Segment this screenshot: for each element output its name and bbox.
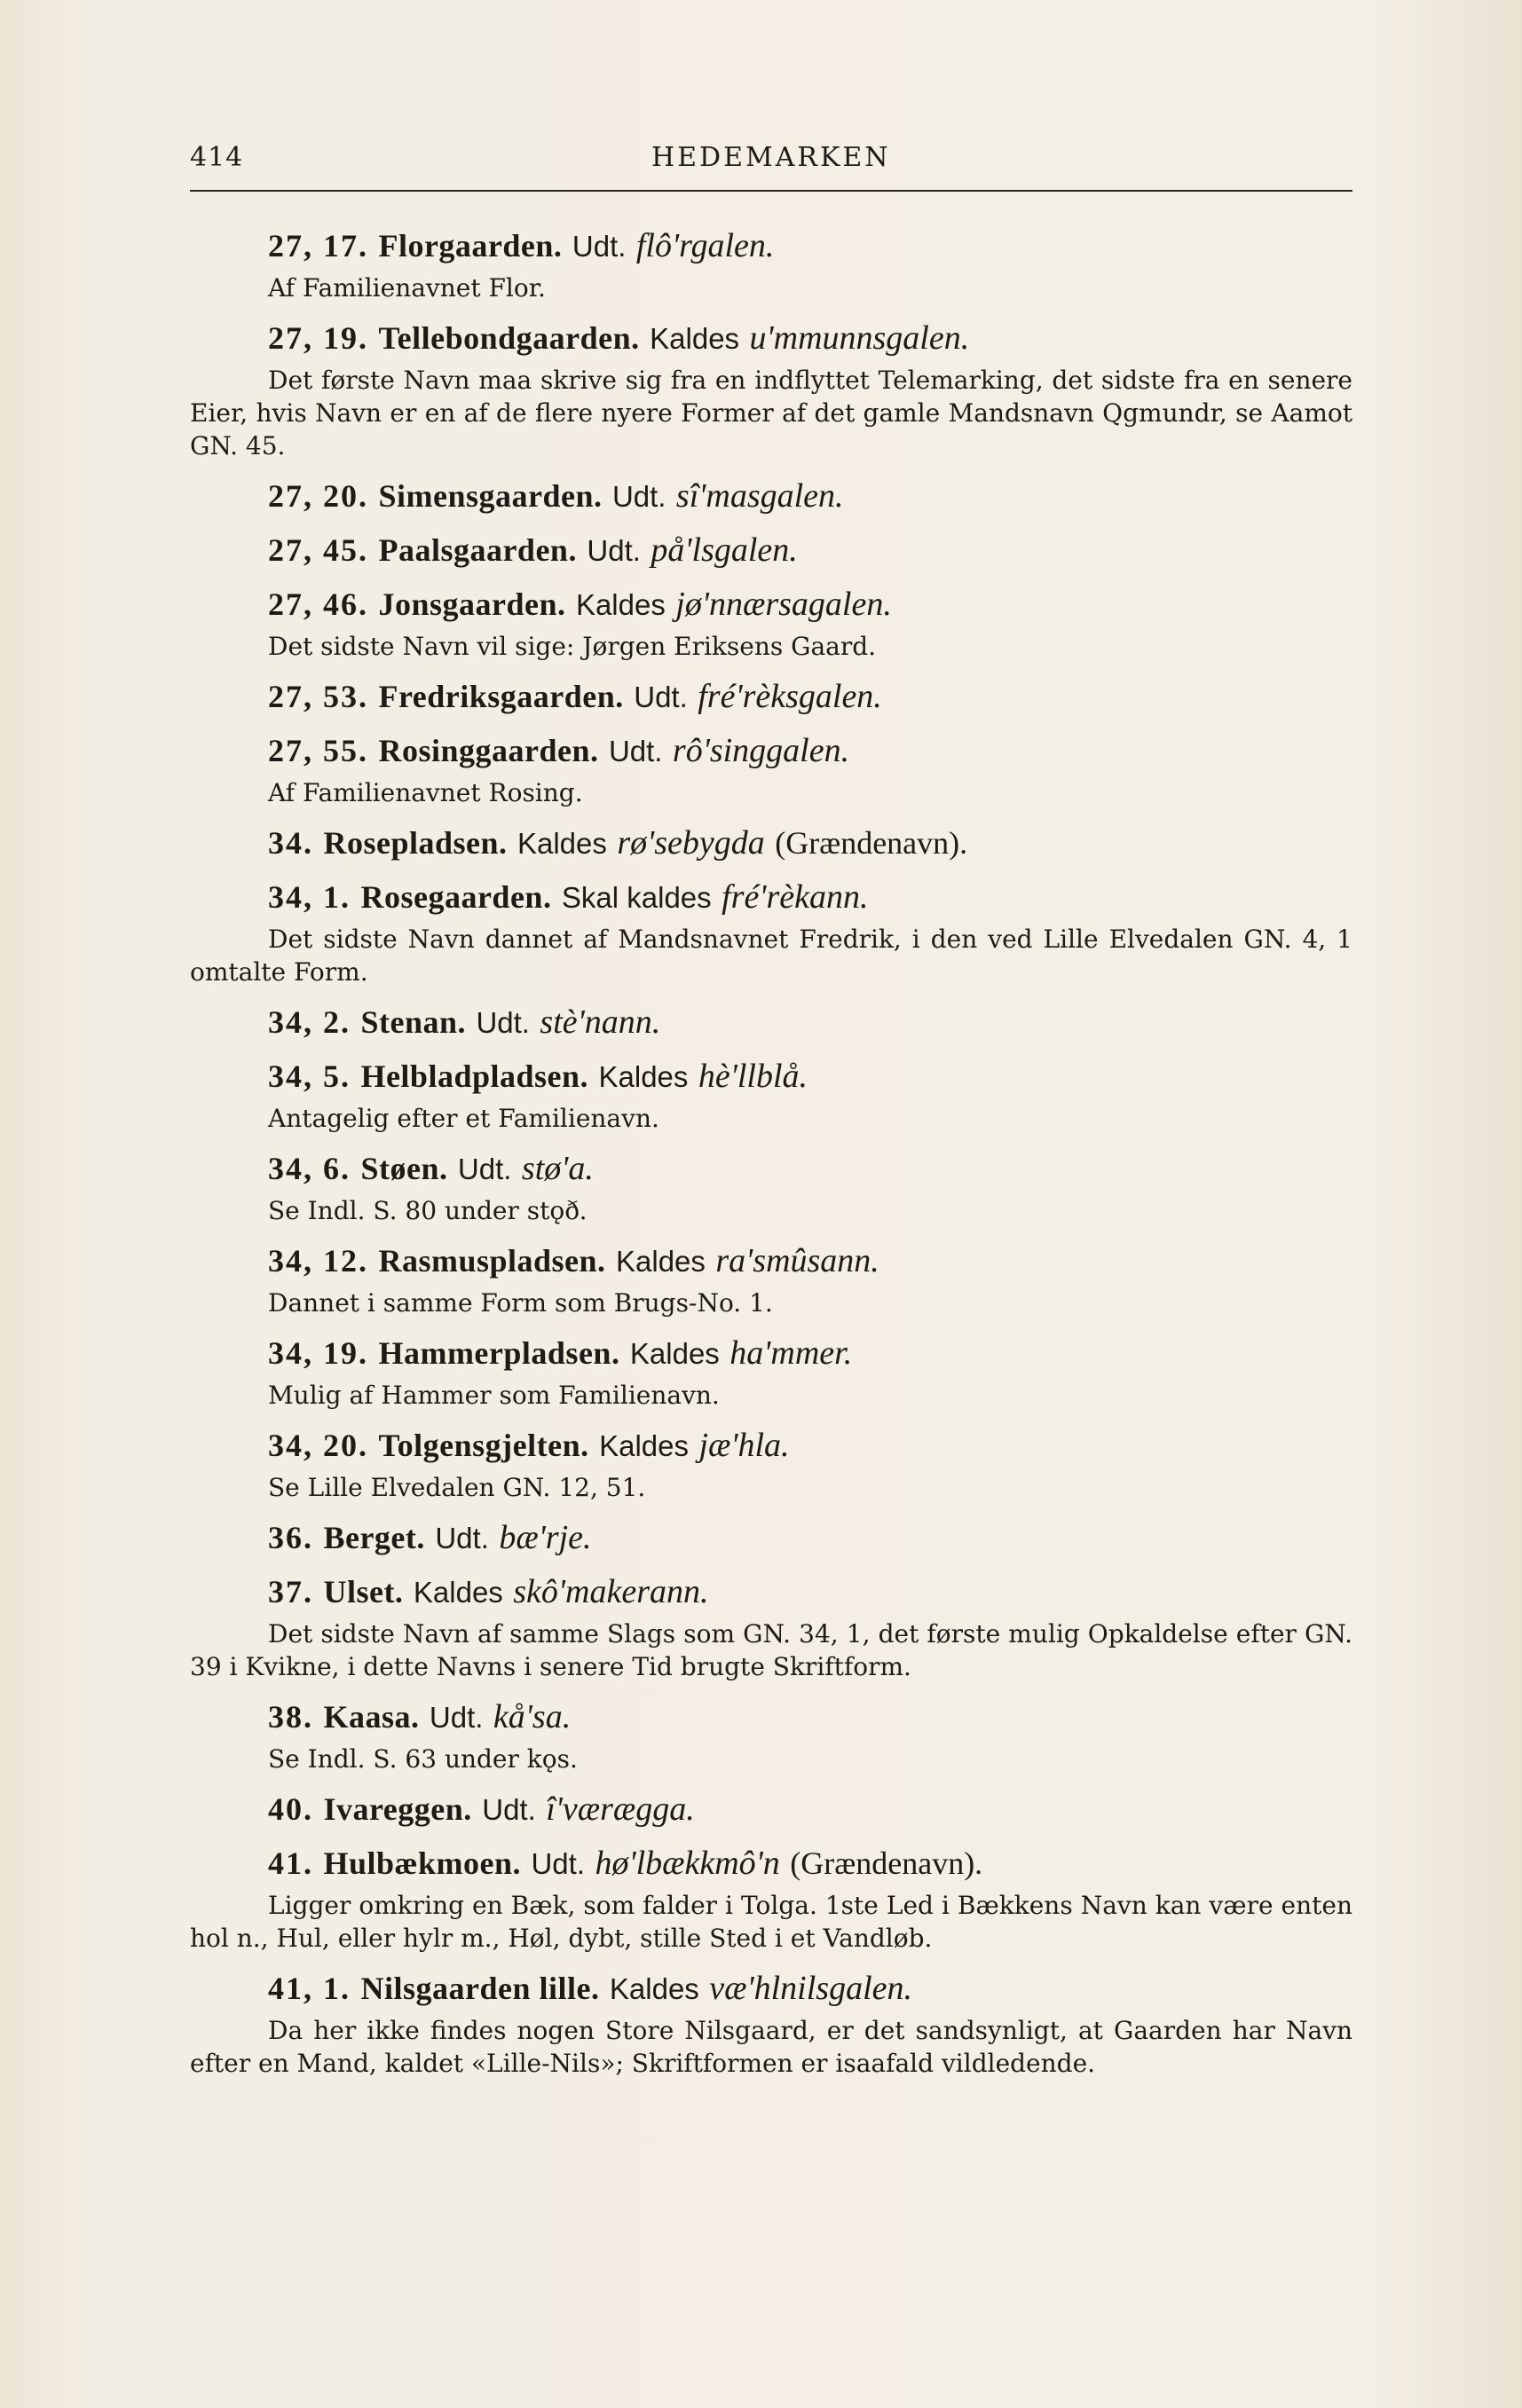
entry-heading [190,677,1352,717]
pronunciation-verb: Udt. [531,1847,585,1880]
entry-heading [190,531,1352,571]
entry-number: 34, 12. [268,1243,368,1279]
entry-number: 34, 5. [268,1058,351,1094]
entry-heading [190,823,1352,863]
farm-name: Simensgaarden. [378,478,603,514]
entry [190,1572,1352,1683]
entry-note: Se Indl. S. 63 under kǫs. [268,1744,578,1774]
entry-number: 34, 20. [268,1428,368,1463]
entry-heading [190,1334,1352,1373]
pronunciation-verb: Kaldes [599,1429,689,1462]
entry-number: 41. [268,1845,313,1881]
farm-name: Helbladpladsen. [360,1058,589,1094]
entry-number: 27, 45. [268,532,368,568]
entry-heading [190,1518,1352,1558]
entry-note: Det sidste Navn af samme Slags som GN. 34, 1, det første mulig Opkaldelse efter GN. 39 i Kvikne, i dette Navns i senere Tid brugte Skriftform. [190,1619,1352,1681]
entry-number: 34. [268,825,313,861]
pronunciation: î'værægga. [546,1790,695,1828]
page-header [190,142,1352,188]
pronunciation-verb: Skal kaldes [561,881,712,914]
entry-number: 38. [268,1699,313,1735]
entry-number: 34, 1. [268,879,351,915]
entry [190,1003,1352,1043]
entry-note: Antagelig efter et Familienavn. [268,1104,659,1133]
entry-number: 27, 53. [268,679,368,714]
entry-heading [190,1149,1352,1189]
entry-heading [190,1790,1352,1830]
entry-number: 36. [268,1520,313,1555]
pronunciation-verb: Kaldes [650,322,740,355]
pronunciation-verb: Kaldes [517,827,607,860]
entry [190,1426,1352,1504]
entry-note: Mulig af Hammer som Familienavn. [268,1381,720,1410]
entry-heading [190,1969,1352,2009]
entry-note: Se Indl. S. 80 under stǫð. [268,1196,588,1225]
entry-heading [190,1572,1352,1612]
entry-number: 34, 2. [268,1004,351,1040]
pronunciation: stè'nann. [540,1003,661,1041]
entry-note: Af Familienavnet Flor. [268,273,546,303]
pronunciation-verb: Udt. [587,534,641,567]
entry-heading [190,1697,1352,1737]
entry-note: Se Lille Elvedalen GN. 12, 51. [268,1473,646,1502]
pronunciation: jø'nnærsagalen. [675,586,892,623]
farm-name: Tolgensgjelten. [378,1428,589,1463]
entry-heading [190,476,1352,516]
entry-heading [190,1426,1352,1466]
pronunciation-verb: Udt. [429,1701,484,1734]
pronunciation: skô'makerann. [513,1573,709,1610]
entry [190,731,1352,809]
entry-note: Af Familienavnet Rosing. [268,778,583,807]
entry-number: 34, 6. [268,1151,351,1186]
entry-heading [190,731,1352,771]
farm-name: Fredriksgaarden. [378,679,624,714]
farm-name: Tellebondgaarden. [378,320,640,356]
entry [190,226,1352,304]
entry-list [190,226,1352,2080]
pronunciation-verb: Kaldes [609,1972,699,2005]
pronunciation-verb: Kaldes [598,1060,689,1093]
farm-name: Rosepladsen. [323,825,508,861]
pronunciation-verb: Kaldes [575,588,666,621]
pronunciation: sî'masgalen. [675,477,844,515]
entry-suffix: (Grændenavn). [790,1845,983,1881]
entry [190,476,1352,516]
entry-number: 34, 19. [268,1335,368,1371]
farm-name: Ivareggen. [323,1791,472,1827]
entry [190,319,1352,462]
farm-name: Kaasa. [323,1699,420,1735]
entry-heading [190,877,1352,917]
entry-heading [190,1844,1352,1884]
farm-name: Jonsgaarden. [378,586,566,622]
pronunciation: hø'lbækkmô'n [595,1845,780,1882]
pronunciation: på'lsgalen. [651,531,798,569]
entry-number: 27, 46. [268,586,368,622]
entry-heading [190,1241,1352,1281]
entry [190,585,1352,663]
pronunciation: ra'smûsann. [715,1242,879,1279]
entry [190,1969,1352,2080]
entry-note: Det sidste Navn dannet af Mandsnavnet Fredrik, i den ved Lille Elvedalen GN. 4, 1 omtalte Form. [190,925,1352,987]
entry-heading [190,585,1352,625]
entry-heading [190,1003,1352,1043]
entry [190,1334,1352,1412]
pronunciation: jæ'hla. [698,1427,790,1464]
pronunciation: fré'rèksgalen. [698,678,882,715]
pronunciation-verb: Kaldes [616,1245,706,1278]
pronunciation-verb: Udt. [476,1006,530,1039]
running-title: HEDEMARKEN [651,142,891,173]
entry [190,1790,1352,1830]
pronunciation: hè'llblå. [698,1058,808,1095]
pronunciation: flô'rgalen. [635,227,775,264]
pronunciation-verb: Udt. [634,681,688,713]
entry-number: 41, 1. [268,1971,351,2006]
entry-number: 27, 20. [268,478,368,514]
entry-heading [190,226,1352,266]
entry-note: Da her ikke findes nogen Store Nilsgaard, er det sandsynligt, at Gaarden har Navn efter en Mand, kaldet «Lille-Nils»; Skriftformen er isaafald vildledende. [190,2016,1352,2078]
pronunciation: væ'hlnilsgalen. [709,1970,912,2007]
entry-heading [190,1057,1352,1097]
farm-name: Berget. [323,1520,425,1555]
pronunciation: kå'sa. [493,1698,572,1735]
entry [190,1844,1352,1955]
pronunciation-verb: Kaldes [413,1576,503,1609]
entry [190,1518,1352,1558]
pronunciation: bæ'rje. [499,1519,592,1556]
entry [190,1697,1352,1775]
entry-note: Dannet i samme Form som Brugs-No. 1. [268,1288,773,1318]
entry-suffix: (Grændenavn). [775,825,968,861]
entry-number: 37. [268,1574,313,1609]
farm-name: Hulbækmoen. [323,1845,522,1881]
farm-name: Nilsgaarden lille. [360,1971,600,2006]
farm-name: Hammerpladsen. [378,1335,620,1371]
pronunciation: rø'sebygda [617,824,765,862]
pronunciation-verb: Udt. [457,1153,512,1185]
entry [190,1057,1352,1135]
pronunciation-verb: Udt. [435,1522,489,1554]
pronunciation: stø'a. [521,1150,594,1187]
farm-name: Rosegaarden. [360,879,552,915]
page-number: 414 [190,142,244,173]
entry [190,823,1352,863]
pronunciation: rô'singgalen. [672,732,850,769]
entry-number: 27, 55. [268,733,368,768]
entry-number: 40. [268,1791,313,1827]
pronunciation-verb: Udt. [482,1793,536,1826]
header-rule [190,190,1352,192]
entry-heading [190,319,1352,358]
entry [190,677,1352,717]
farm-name: Stenan. [360,1004,466,1040]
pronunciation: u'mmunnsgalen. [749,319,970,357]
pronunciation-verb: Udt. [608,735,663,767]
farm-name: Rasmuspladsen. [378,1243,606,1279]
farm-name: Florgaarden. [378,228,563,264]
entry [190,1241,1352,1319]
pronunciation-verb: Kaldes [629,1337,720,1370]
entry-number: 27, 19. [268,320,368,356]
entry-note: Det første Navn maa skrive sig fra en indflyttet Telemarking, det sidste fra en senere Eier, hvis Navn er en af de flere nyere Former af det gamle Mandsnavn Qgmundr, se Aamot GN. 45. [190,366,1352,460]
entry [190,877,1352,988]
farm-name: Ulset. [323,1574,404,1609]
pronunciation: ha'mmer. [729,1334,853,1372]
farm-name: Rosinggaarden. [378,733,599,768]
entry [190,531,1352,571]
entry-number: 27, 17. [268,228,368,264]
pronunciation-verb: Udt. [572,230,627,263]
entry [190,1149,1352,1227]
pronunciation: fré'rèkann. [722,878,869,916]
pronunciation-verb: Udt. [611,480,666,513]
entry-note: Ligger omkring en Bæk, som falder i Tolga. 1ste Led i Bækkens Navn kan være enten hol n., Hul, eller hylr m., Høl, dybt, stille Sted i et Vandløb. [190,1891,1352,1953]
farm-name: Støen. [360,1151,448,1186]
entry-note: Det sidste Navn vil sige: Jørgen Eriksens Gaard. [268,632,877,661]
farm-name: Paalsgaarden. [378,532,577,568]
